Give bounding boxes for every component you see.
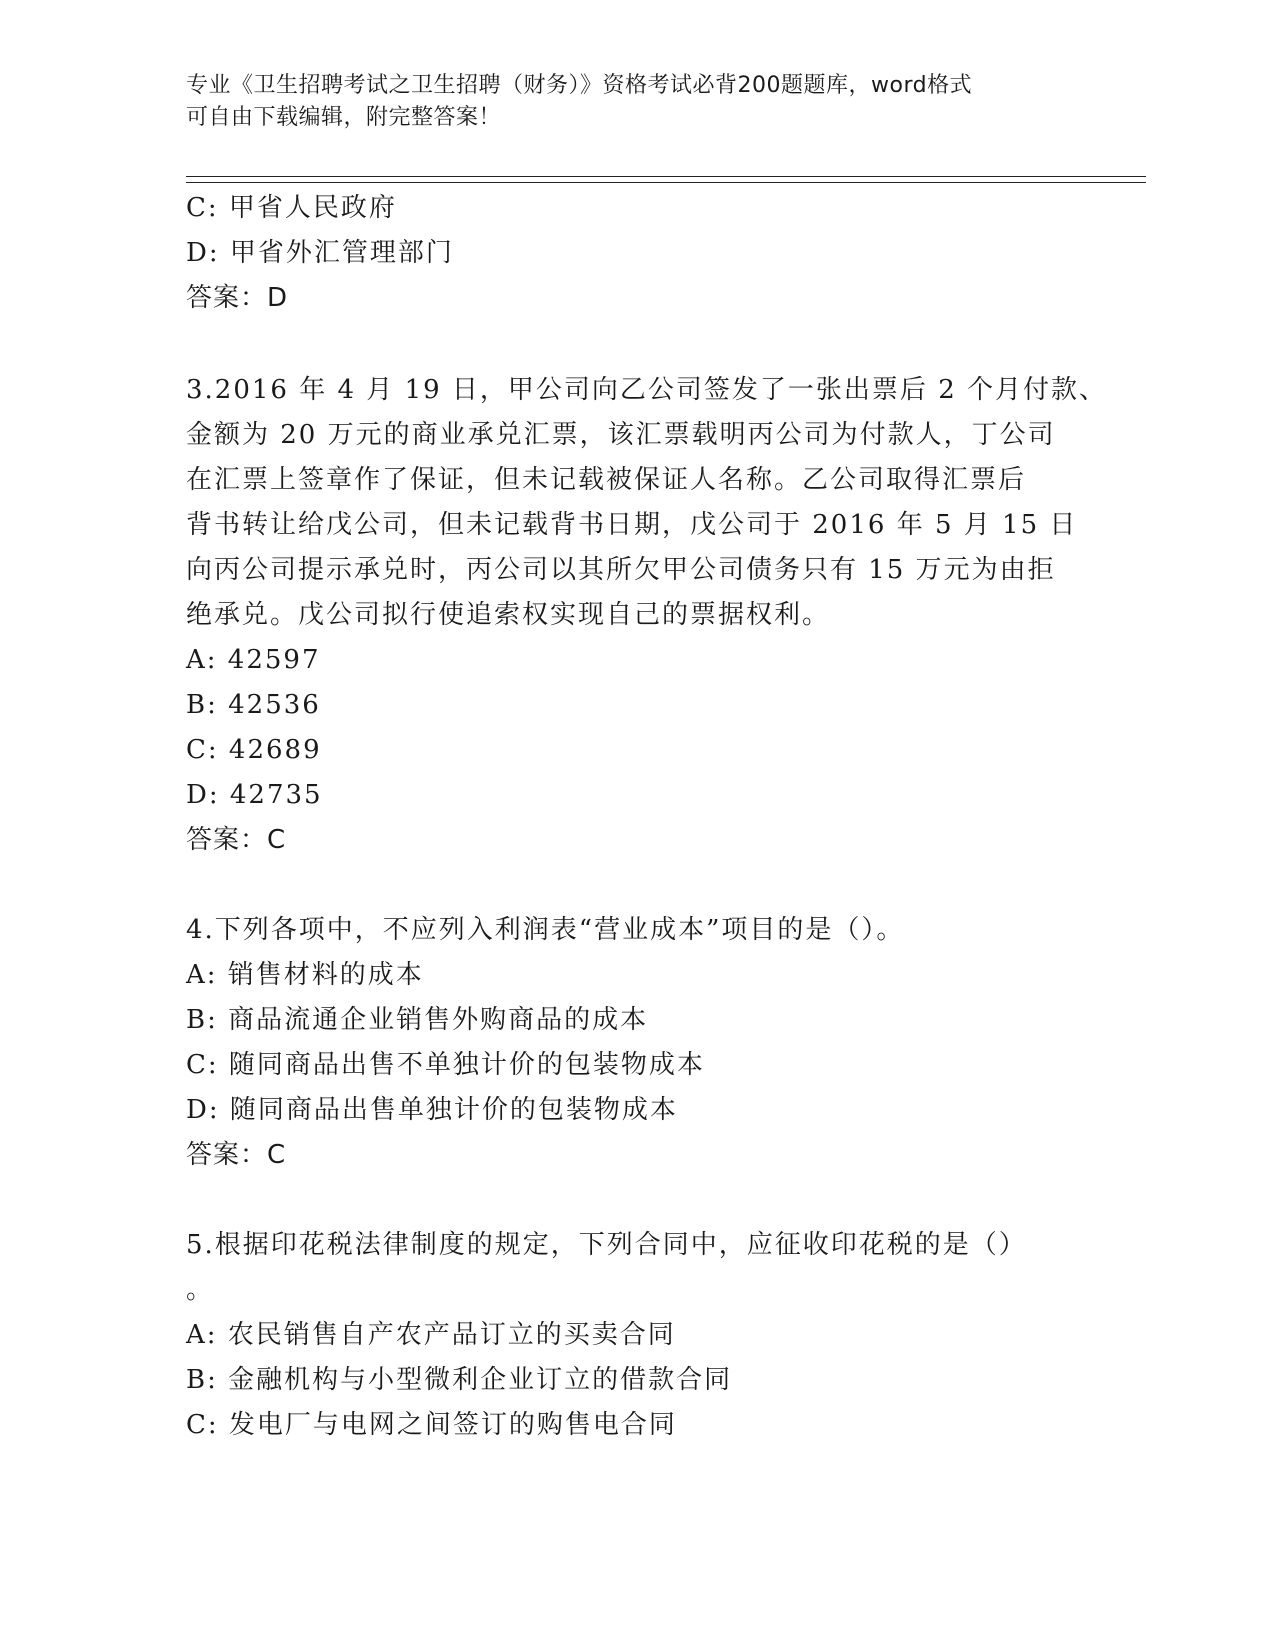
- q3-option-a: A: 42597: [186, 645, 321, 675]
- q5-option-a: A: 农民销售自产农产品订立的买卖合同: [186, 1320, 676, 1350]
- q3-option-d: D: 42735: [186, 780, 323, 810]
- q4-option-d: D: 随同商品出售单独计价的包装物成本: [186, 1095, 678, 1125]
- document-header: [186, 70, 1066, 134]
- q2-answer: 答案：D: [186, 283, 289, 313]
- q3-option-c: C: 42689: [186, 735, 322, 765]
- q2-option-c: C: 甲省人民政府: [186, 193, 397, 223]
- q3-stem-line: 3.2016 年 4 月 19 日，甲公司向乙公司签发了一张出票后 2 个月付款、: [186, 375, 1107, 405]
- q4-stem: 4.下列各项中，不应列入利润表“营业成本”项目的是（）。: [186, 915, 905, 945]
- q3-stem-line: 金额为 20 万元的商业承兑汇票，该汇票载明丙公司为付款人，丁公司: [186, 420, 1056, 450]
- q5-option-b: B: 金融机构与小型微利企业订立的借款合同: [186, 1365, 733, 1395]
- q5-stem: 5.根据印花税法律制度的规定，下列合同中，应征收印花税的是（）: [186, 1230, 1027, 1260]
- header-rule-top: [186, 176, 1146, 177]
- q5-stem-continuation: 。: [186, 1275, 215, 1305]
- q3-stem-line: 背书转让给戊公司，但未记载背书日期，戊公司于 2016 年 5 月 15 日: [186, 510, 1078, 540]
- q4-option-b: B: 商品流通企业销售外购商品的成本: [186, 1005, 649, 1035]
- q3-stem: [186, 368, 1107, 638]
- q3-stem-line: 绝承兑。戊公司拟行使追索权实现自己的票据权利。: [186, 600, 831, 630]
- q4-option-c: C: 随同商品出售不单独计价的包装物成本: [186, 1050, 705, 1080]
- q4-option-a: A: 销售材料的成本: [186, 960, 424, 990]
- header-line-2: 可自由下载编辑，附完整答案！: [186, 105, 502, 130]
- q3-stem-line: 在汇票上签章作了保证，但未记载被保证人名称。乙公司取得汇票后: [186, 465, 1027, 495]
- header-rule-bottom: [186, 182, 1146, 183]
- header-line-1: 专业《卫生招聘考试之卫生招聘（财务）》资格考试必背200题题库，word格式: [186, 73, 973, 98]
- q2-option-d: D: 甲省外汇管理部门: [186, 238, 454, 268]
- q4-answer: 答案：C: [186, 1140, 287, 1170]
- q5-option-c: C: 发电厂与电网之间签订的购售电合同: [186, 1410, 677, 1440]
- q3-answer: 答案：C: [186, 825, 287, 855]
- q3-option-b: B: 42536: [186, 690, 321, 720]
- q3-stem-line: 向丙公司提示承兑时，丙公司以其所欠甲公司债务只有 15 万元为由拒: [186, 555, 1056, 585]
